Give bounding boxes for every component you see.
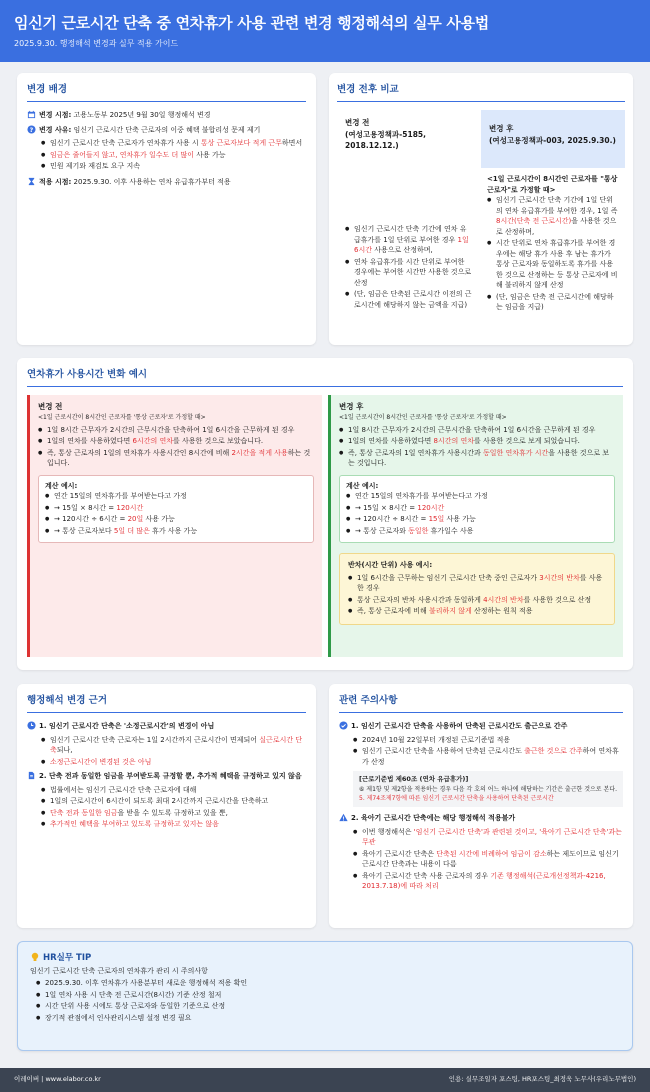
basis-section-2: 2. 단축 전과 동일한 임금을 부여받도록 규정할 뿐, 추가적 혜택을 규정하고 있지 않음 <box>39 772 302 781</box>
basis-item: ● 임신기 근로시간 단축 근로자는 1일 2시간까지 근로시간이 면제되어 실근로시간 단축되나, <box>41 735 306 756</box>
half-day-item: ● 즉, 통상 근로자에 비해 불리하지 않게 산정하는 원칙 적용 <box>348 606 606 617</box>
basis-item: ● 추가적인 혜택을 부여하고 있도록 규정하고 있지는 않음 <box>41 819 306 830</box>
law-box <box>353 771 623 807</box>
after-item: ● 임신기 근로시간 단축 기간에 1일 단위의 연차 유급휴가를 부여한 경우, 1일 즉 8시간(단축 전 근로시간)을 사용한 것으로 산정하며, <box>487 195 619 237</box>
background-card <box>17 73 316 345</box>
calendar-icon <box>27 110 36 119</box>
basis-item: ● 소정근로시간이 변경된 것은 아님 <box>41 757 306 768</box>
basis-card <box>17 684 316 928</box>
after-calc-box: 계산 예시: ● 연간 15일의 연차휴가를 부여받는다고 가정 ● → 15일 × 8시간 = 120시간 ● → 120시간 ÷ 8시간 = 15일 사용 가능 ● → 통상 근로자와 동일한 휴가일수 사용 <box>339 475 615 544</box>
compare-card <box>329 73 633 345</box>
caution-section-2: 2. 육아기 근로시간 단축에는 해당 행정해석 적용불가 <box>351 814 516 822</box>
tip-item: ● 시간 단위 사용 시에도 통상 근로자와 동일한 기준으로 산정 <box>36 1001 620 1012</box>
calc-line: ● → 15일 × 8시간 = 120시간 <box>45 503 307 514</box>
tip-item: ● 2025.9.30. 이후 연차휴가 사용분부터 새로운 행정해석 적용 확인 <box>36 978 620 989</box>
clock-icon <box>27 721 36 730</box>
before-item: ● 임신기 근로시간 단축 기간에 연차 유급휴가를 1일 단위로 부여한 경우 1일 6시간 사용으로 산정하며, <box>345 224 473 256</box>
question-icon <box>27 125 36 134</box>
caution-item: ● 임신기 근로시간 단축을 사용하여 단축된 근로시간도 출근한 것으로 간주하여 연차휴가 산정 <box>353 746 623 767</box>
reason-bullet: ● 임신기 근로시간 단축 근로자가 연차휴가 사용 시 통상 근로자보다 적게 근무하면서 <box>41 138 306 149</box>
calc-line: ● → 15일 × 8시간 = 120시간 <box>346 503 608 514</box>
warning-icon <box>339 813 348 822</box>
calc-line: ● → 통상 근로자와 동일한 휴가일수 사용 <box>346 526 608 537</box>
before-item: ● (단, 임금은 단축된 근로시간 이전의 근로시간에 해당하지 않는 금액을 지급) <box>345 289 473 310</box>
basis-title: 행정해석 변경 근거 <box>27 694 306 713</box>
example-after-panel <box>328 395 623 657</box>
example-after-item: ● 즉, 통상 근로자의 1일 연차휴가 사용시간과 동일한 연차휴가 시간을 사용한 것으로 보는 것입니다. <box>339 448 615 469</box>
after-assumption: <1일 근로시간이 8시간인 근로자를 "통상 근로자"로 가정할 때> <box>487 175 618 194</box>
half-day-box: 반차(시간 단위) 사용 예시: ● 1일 6시간을 근무하는 임신기 근로시간 단축 중인 근로자가 3시간의 반차를 사용한 경우 ● 통상 근로자의 반차 사용시간과 동일하게 4시간의 반차를 사용한 것으로 산정 ● 즉, 통상 근로자에 비해 불리하지 않게 산정하는 원칙 적용 <box>339 553 615 625</box>
apply-label: 적용 시점: <box>39 177 72 186</box>
half-day-item: ● 1일 6시간을 근무하는 임신기 근로시간 단축 중인 근로자가 3시간의 반차를 사용한 경우 <box>348 573 606 594</box>
caution-card <box>329 684 633 928</box>
calc-line: ● → 120시간 ÷ 6시간 = 20일 사용 가능 <box>45 514 307 525</box>
example-after-item: ● 1일 8시간 근무자가 2시간의 근무시간을 단축하여 1일 6시간을 근무하게 된 경우 <box>339 425 615 436</box>
svg-text:!: ! <box>342 816 345 822</box>
calc-line: ● → 120시간 ÷ 8시간 = 15일 사용 가능 <box>346 514 608 525</box>
footer <box>0 1068 650 1092</box>
tip-card <box>17 941 633 1051</box>
basis-section-1: 1. 임신기 근로시간 단축은 '소정근로시간'의 변경이 아님 <box>39 722 215 731</box>
caution-item: ● 육아기 근로시간 단축 사용 근로자의 경우 기존 행정해석(근로개선정책과-4216, 2013.7.18)에 따라 처리 <box>353 871 623 892</box>
half-day-item: ● 통상 근로자의 반차 사용시간과 동일하게 4시간의 반차를 사용한 것으로 산정 <box>348 595 606 606</box>
reason-label: 변경 사유: <box>39 125 72 134</box>
footer-site-link[interactable]: 이레이버 | www.elabor.co.kr <box>14 1075 101 1084</box>
before-item: ● 연차 유급휴가를 시간 단위로 부여한 경우에는 부여한 시간만 사용한 것으로 산정 <box>345 257 473 289</box>
page-subtitle: 2025.9.30. 행정해석 변경과 실무 적용 가이드 <box>14 38 179 48</box>
law-line: 5. 제74조제7항에 따른 임신기 근로시간 단축을 사용하여 단축된 근로시간 <box>359 795 554 802</box>
example-after-item: ● 1일의 연차를 사용하였다면 8시간의 연차를 사용한 것으로 보게 되었습니다. <box>339 436 615 447</box>
example-after-title: 변경 후 <box>339 402 364 412</box>
basis-item: ● 1일의 근로시간이 6시간이 되도록 최대 2시간까지 근로시간을 단축하고 <box>41 796 306 807</box>
hourglass-icon <box>27 177 36 186</box>
reason-bullet: ● 임금은 줄어들지 않고, 연차휴가 일수도 더 많이 사용 가능 <box>41 150 306 161</box>
calc-line: ● → 통상 근로자보다 5일 더 많은 휴가 사용 가능 <box>45 526 307 537</box>
tip-title: HR실무 TIP <box>43 953 92 963</box>
document-icon <box>27 771 36 780</box>
after-item: ● 시간 단위로 연차 휴급휴가를 부여한 경우에는 해당 휴가 사용 후 남는 휴가가 통상 근로자와 동일하도록 휴가를 사용한 것으로 산정하는 등 통상 근로자에 비해 불리하지 않게 산정 <box>487 238 619 291</box>
example-before-title: 변경 전 <box>38 402 63 412</box>
calc-line: ● 연간 15일의 연차휴가를 부여받는다고 가정 <box>346 491 608 502</box>
check-circle-icon <box>339 721 348 730</box>
example-before-item: ● 1일 8시간 근무자가 2시간의 근무시간을 단축하여 1일 6시간을 근무하게 된 경우 <box>38 425 314 436</box>
example-before-panel <box>27 395 322 657</box>
before-calc-box: 계산 예시: ● 연간 15일의 연차휴가를 부여받는다고 가정 ● → 15일 × 8시간 = 120시간 ● → 120시간 ÷ 6시간 = 20일 사용 가능 ● → 통상 근로자보다 5일 더 많은 휴가 사용 가능 <box>38 475 314 544</box>
law-line: ⑥ 제1항 및 제2항을 적용하는 경우 다음 각 호의 어느 하나에 해당하는 기간은 출근한 것으로 본다. <box>359 786 617 793</box>
time-label: 변경 시점: <box>39 111 72 120</box>
footer-citation: 인용: 실무조일자 포스팅, HR포스팅_최정욱 노무사(우리노무법인) <box>448 1075 636 1084</box>
basis-item: ● 법률에서는 임신기 근로시간 단축 근로자에 대해 <box>41 785 306 796</box>
page-header <box>0 0 650 62</box>
example-after-sub: <1일 근로시간이 8시간인 근로자를 '통상 근로자'로 가정할 때> <box>339 413 507 421</box>
example-before-item: ● 1일의 연차를 사용하였다면 6시간의 연차를 사용한 것으로 보았습니다. <box>38 436 314 447</box>
example-before-sub: <1일 근로시간이 8시간인 근로자를 '통상 근로자'로 가정할 때> <box>38 413 206 421</box>
tip-item: ● 1일 연차 사용 시 단축 전 근로시간(8시간) 기준 산정 철저 <box>36 990 620 1001</box>
svg-text:?: ? <box>29 126 34 134</box>
time-value: 고용노동부 2025년 9월 30일 행정해석 변경 <box>73 111 211 120</box>
caution-section-1: 1. 임신기 근로시간 단축을 사용하여 단축된 근로시간도 출근으로 간주 <box>351 722 568 731</box>
basis-item: ● 단축 전과 동일한 임금을 받을 수 있도록 규정하고 있을 뿐, <box>41 808 306 819</box>
example-card <box>17 358 633 670</box>
example-title: 연차휴가 사용시간 변화 예시 <box>27 368 623 387</box>
caution-item: ● 육아기 근로시간 단축은 단축된 시간에 비례하여 임금이 감소하는 제도이므로 임신기 근로시간 단축과는 내용이 다름 <box>353 849 623 870</box>
reason-bullet: ● 민원 제기와 재검토 요구 지속 <box>41 161 306 172</box>
tip-subtitle: 임신기 근로시간 단축 근로자의 연차휴가 관리 시 주의사항 <box>30 966 208 975</box>
calc-line: ● 연간 15일의 연차휴가를 부여받는다고 가정 <box>45 491 307 502</box>
caution-item: ● 2024년 10월 22일부터 개정된 근로기준법 적용 <box>353 735 623 746</box>
after-item: ● (단, 임금은 단축 전 근로시간에 해당하는 임금을 지급) <box>487 292 619 313</box>
before-header: 변경 전 (여성고용정책과-5185, 2018.12.12.) <box>337 110 481 168</box>
reason-value: 임신기 근로시간 단축 근로자의 이중 혜택 불합리성 문제 제기 <box>73 125 261 134</box>
law-title: [근로기준법 제60조 (연차 유급휴가)] <box>359 775 469 784</box>
tip-item: ● 장기적 관점에서 인사관리시스템 설정 변경 필요 <box>36 1013 620 1024</box>
caution-title: 관련 주의사항 <box>339 694 623 713</box>
background-title: 변경 배경 <box>27 83 306 102</box>
example-before-item: ● 즉, 통상 근로자의 1일의 연차휴가 사용시간인 8시간에 비해 2시간을 적게 사용하는 것입니다. <box>38 448 314 469</box>
caution-item: ● 이번 행정해석은 '임신기 근로시간 단축'과 관련된 것이고, '육아기 근로시간 단축'과는 무관 <box>353 827 623 848</box>
lightbulb-icon <box>30 952 40 962</box>
page-title: 임신기 근로시간 단축 중 연차휴가 사용 관련 변경 행정해석의 실무 사용법 <box>14 14 489 32</box>
apply-value: 2025.9.30. 이후 사용하는 연차 유급휴가부터 적용 <box>73 177 231 186</box>
compare-title: 변경 전후 비교 <box>337 83 625 102</box>
after-header: 변경 후 (여성고용정책과-003, 2025.9.30.) <box>481 110 625 168</box>
